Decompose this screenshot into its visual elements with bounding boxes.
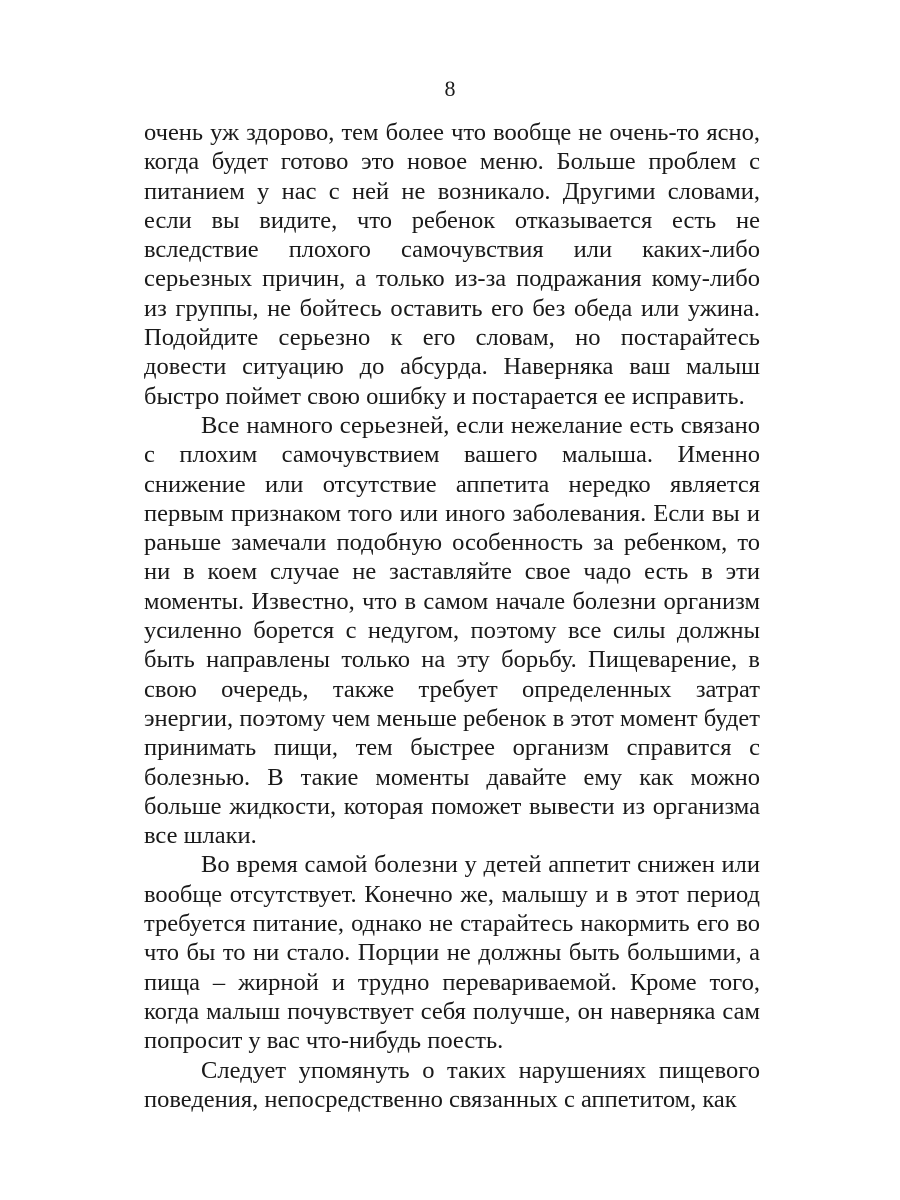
paragraph-4: Следует упомянуть о таких нарушениях пищевого поведения, непосредственно связанных с аппетитом, как [144,1056,760,1113]
paragraph-2: Все намного серьезней, если нежелание есть связано с плохим самочувствием вашего малыша. Именно снижение или отсутствие аппетита нередко является первым признаком того или иного заболевания. Если вы и раньше замечали подобную особенность за ребенком, то ни в коем случае не заставляйте свое чадо есть в эти моменты. Известно, что в самом начале болезни организм усиленно борется с недугом, поэтому все силы должны быть направлены только на эту борьбу. Пищеварение, в свою очередь, также требует определенных затрат энергии, поэтому чем меньше ребенок в этот момент будет принимать пищи, тем быстрее организм справится с болезнью. В такие моменты давайте ему как можно больше жидкости, которая поможет вывести из организма все шлаки. [144,411,760,850]
paragraph-1: очень уж здорово, тем более что вообще не очень-то ясно, когда будет готово это новое меню. Больше проблем с питанием у нас с ней не возникало. Другими словами, если вы видите, что ребенок отказывается есть не вследствие плохого самочувствия или каких-либо серьезных причин, а только из-за подражания кому-либо из группы, не бойтесь оставить его без обеда или ужина. Подойдите серьезно к его словам, но постарайтесь довести ситуацию до абсурда. Наверняка ваш малыш быстро поймет свою ошибку и постарается ее исправить. [144,119,760,410]
paragraph-3: Во время самой болезни у детей аппетит снижен или вообще отсутствует. Конечно же, малышу и в этот период требуется питание, однако не старайтесь накормить его во что бы то ни стало. Порции не должны быть большими, а пища – жирной и трудно перевариваемой. Кроме того, когда малыш почувствует себя получше, он наверняка сам попросит у вас что-нибудь поесть. [144,851,760,1055]
page-number: 8 [444,76,456,101]
text-body [144,118,760,1114]
